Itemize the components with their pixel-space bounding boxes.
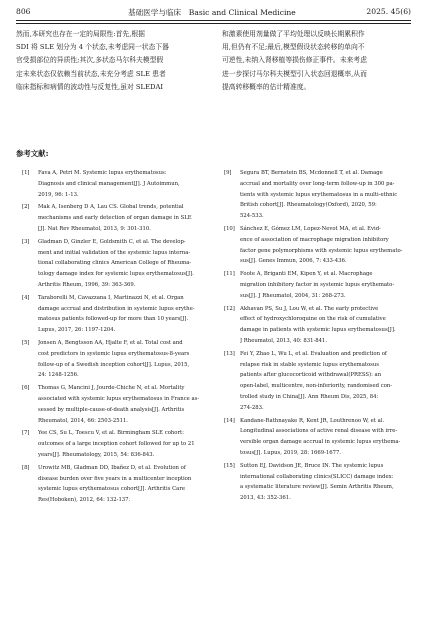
reference-item — [22, 168, 214, 200]
reference-line: Akhavan PS, Su J, Lou W, et al. The early protective — [240, 305, 379, 312]
reference-number: [13] — [224, 350, 235, 357]
reference-line: effect of hydroxychloroquine on the risk of cumulative — [240, 316, 386, 323]
references-left-column — [22, 168, 214, 508]
reference-number: [7] — [22, 430, 30, 437]
reference-line: Gladman D, Ginzler E, Goldsmith C, et al. The develop- — [38, 238, 186, 245]
volume-issue: 2025. 45(6) — [366, 7, 411, 16]
reference-number: [15] — [224, 462, 235, 469]
reference-number: [4] — [22, 294, 30, 301]
reference-line: cost predictors in systemic lupus erythematosus-8-years — [38, 350, 190, 357]
reference-line: Mak A, Isenberg D A, Lau CS. Global trends, potential — [38, 204, 184, 211]
reference-number: [2] — [22, 204, 30, 211]
reference-line: tional collaborating clinics American College of Rheuma- — [38, 260, 192, 267]
reference-line: Urowitz MB, Gladman DD, Ibañez D, et al. Evolution of — [38, 464, 186, 471]
reference-line: Rheumatol, 2014, 66: 2503-2511. — [38, 417, 128, 424]
reference-number: [12] — [224, 305, 235, 312]
reference-line: Taraborelli M, Cavazzana I, Martinazzi N, et al. Organ — [38, 294, 184, 301]
reference-line: 2013, 43: 352-361. — [240, 495, 291, 502]
body-text-left-column — [16, 28, 206, 94]
reference-line: patients after glucocorticoid withdrawal(PRESS): an — [240, 372, 382, 379]
reference-item — [22, 338, 214, 381]
body-line: 定未来状态仅依赖当前状态,未充分考虑 SLE 患者 — [16, 69, 166, 78]
reference-item — [22, 383, 214, 426]
reference-number: [6] — [22, 385, 30, 392]
reference-number: [1] — [22, 170, 30, 176]
reference-line: Fava A, Petri M. Systemic lupus erythematosus: — [38, 170, 167, 176]
header-rule-thick — [16, 20, 411, 21]
reference-number: [8] — [22, 464, 30, 471]
reference-number: [14] — [224, 417, 235, 424]
reference-line: 2019, 96: 1-13. — [38, 191, 79, 198]
body-line: SDI 将 SLE 划分为 4 个状态,未考虑同一状态下器 — [16, 43, 169, 52]
reference-item — [22, 428, 214, 460]
reference-line: Jonsen A, Bengtsson AA, Hjalte F, et al. Total cost and — [38, 339, 183, 346]
reference-line: ence of association of macrophage migration inhibitory — [240, 236, 389, 243]
body-line: 用,但仍有不足;最后,模型假设状态转移的单向不 — [222, 43, 365, 52]
reference-number: [10] — [224, 225, 235, 232]
reference-line: Thomas G, Mancini J, Jourde-Chiche N, et al. Mortality — [38, 385, 185, 392]
reference-number: [11] — [224, 271, 235, 278]
references-heading: 参考文献: — [16, 149, 49, 158]
reference-line: Arthritis Rheum, 1996, 39: 363-369. — [38, 281, 136, 288]
reference-item — [224, 224, 416, 267]
reference-line: matosus patients followed-up for more than 10 years[J]. — [38, 316, 189, 323]
reference-line: tosus[J]. Lupus, 2019, 28: 1669-1677. — [240, 449, 342, 456]
reference-item — [224, 416, 416, 459]
reference-line: sus[J]. J Rheumatol, 2004, 31: 268-273. — [240, 292, 346, 299]
reference-number: [5] — [22, 339, 30, 346]
reference-line: 274-283. — [240, 404, 264, 411]
journal-title: 基础医学与临床 Basic and Clinical Medicine — [128, 8, 296, 17]
reference-line: damage accrual and distribution in systemic lupus erythe- — [38, 305, 195, 312]
reference-line: accrual and mortality over long-term follow-up in 300 pa- — [240, 180, 395, 187]
body-line: 官受损部位的异质性;其次,多状态马尔科夫模型假 — [16, 56, 164, 65]
reference-line: versible organ damage accrual in systemic lupus erythema- — [240, 439, 401, 446]
body-line: 和激素使用剂量做了平均处理以反映长期累积作 — [222, 30, 365, 38]
reference-line: Diagnosis and clinical management[J]. J Autoimmun, — [38, 180, 180, 187]
reference-line: Foote A, Briganti EM, Kipen Y, et al. Macrophage — [240, 271, 373, 278]
reference-item — [224, 304, 416, 347]
reference-item — [224, 168, 416, 222]
page-number: 806 — [16, 7, 31, 16]
reference-item — [22, 237, 214, 291]
body-line: 提高转移概率的估计精准度。 — [222, 82, 311, 91]
reference-line: a systematic literature review[J]. Semin Arthritis Rheum, — [240, 484, 394, 491]
reference-line: associated with systemic lupus erythematosus in France as- — [38, 395, 200, 402]
reference-line: mechanisms and early detection of organ damage in SLE — [38, 215, 192, 222]
body-line: 进一步探讨马尔科夫模型引入状态回退概率,从而 — [222, 69, 367, 78]
reference-line: Res(Hoboken), 2012, 64: 132-137. — [38, 497, 131, 504]
body-line: 然而,本研究也存在一定的局限性:首先,根据 — [16, 30, 145, 38]
reference-item — [224, 349, 416, 414]
reference-line: migration inhibitory factor in systemic lupus erythemato- — [240, 281, 395, 288]
reference-item — [22, 293, 214, 336]
reference-line: Kandane-Rathnayake R, Kent JR, Louthrenoo W, et al. — [240, 417, 385, 424]
reference-line: follow-up of a Swedish inception cohort[J]. Lupus, 2015, — [38, 361, 190, 368]
reference-line: Fei Y, Zhao L, Wu L, et al. Evaluation and prediction of — [240, 350, 387, 357]
reference-line: Sánchez E, Gómez LM, Lopez-Nevot MA, et al. Evid- — [240, 225, 381, 232]
reference-line: tology damage index for systemic lupus erythematosus[J]. — [38, 271, 194, 278]
body-line: 可逆性,未纳入肾移植等损伤修正事件。未来考虑 — [222, 56, 367, 65]
references-right-column — [224, 168, 416, 506]
reference-item — [22, 202, 214, 234]
reference-line: factor gene polymorphisms with systemic lupus erythemato- — [240, 247, 403, 254]
header-rule-thin — [16, 23, 411, 24]
reference-line: [J]. Nat Rev Rheumatol, 2013, 9: 301-310. — [38, 225, 151, 232]
reference-line: J Rheumatol, 2013, 40: 831-841. — [240, 337, 328, 344]
reference-line: 24: 1248-1256. — [38, 372, 79, 379]
reference-line: ment and initial validation of the systemic lupus interna- — [38, 249, 191, 256]
reference-line: sessed by multiple-cause-of-death analysis[J]. Arthritis — [38, 406, 185, 413]
reference-item — [224, 269, 416, 301]
reference-item — [22, 463, 214, 506]
reference-line: systemic lupus erythematosus cohort[J]. Arthritis Care — [38, 486, 185, 493]
running-header — [16, 5, 411, 19]
reference-item — [224, 461, 416, 504]
reference-line: tients with systemic lupus erythematosus in a multi-ethnic — [240, 191, 398, 198]
reference-line: trolled study in China[J]. Ann Rheum Dis, 2025, 84: — [240, 393, 379, 400]
reference-line: British cohort[J]. Rheumatology(Oxford), 2020, 59: — [240, 202, 377, 209]
reference-line: Segura BT, Bernstein BS, Mcdonnell T, et al. Damage — [240, 170, 383, 176]
reference-line: sus[J]. Genes Immun, 2006, 7: 433-436. — [240, 258, 347, 265]
reference-line: 524-533. — [240, 213, 264, 220]
reference-line: years[J]. Rheumatology, 2015, 54: 836-843. — [38, 451, 155, 458]
reference-line: damage in patients with systemic lupus erythematosus[J]. — [240, 327, 396, 334]
reference-line: disease burden over five years in a multicenter inception — [38, 475, 192, 482]
reference-line: international collaborating clinics(SLICC) damage index: — [240, 473, 394, 480]
reference-line: Longitudinal associations of active renal disease with irre- — [240, 428, 398, 435]
reference-line: Lupus, 2017, 26: 1197-1204. — [38, 327, 116, 334]
reference-line: outcomes of a large inception cohort followed for up to 21 — [38, 441, 195, 448]
reference-line: Yee CS, Su L, Toescu V, et al. Birmingham SLE cohort: — [38, 430, 184, 437]
reference-line: open-label, multicentre, non-inferiority, randomised con- — [240, 383, 393, 390]
reference-number: [3] — [22, 238, 30, 245]
body-text-right-column — [222, 28, 412, 94]
reference-line: Sutton EJ, Davidson JE, Bruce IN. The systemic lupus — [240, 462, 384, 469]
reference-number: [9] — [224, 170, 232, 176]
body-line: 临床指标和病情的波动性与反复性,虽对 SLEDAI — [16, 82, 164, 91]
reference-line: relapse risk in stable systemic lupus erythematosus — [240, 361, 380, 368]
